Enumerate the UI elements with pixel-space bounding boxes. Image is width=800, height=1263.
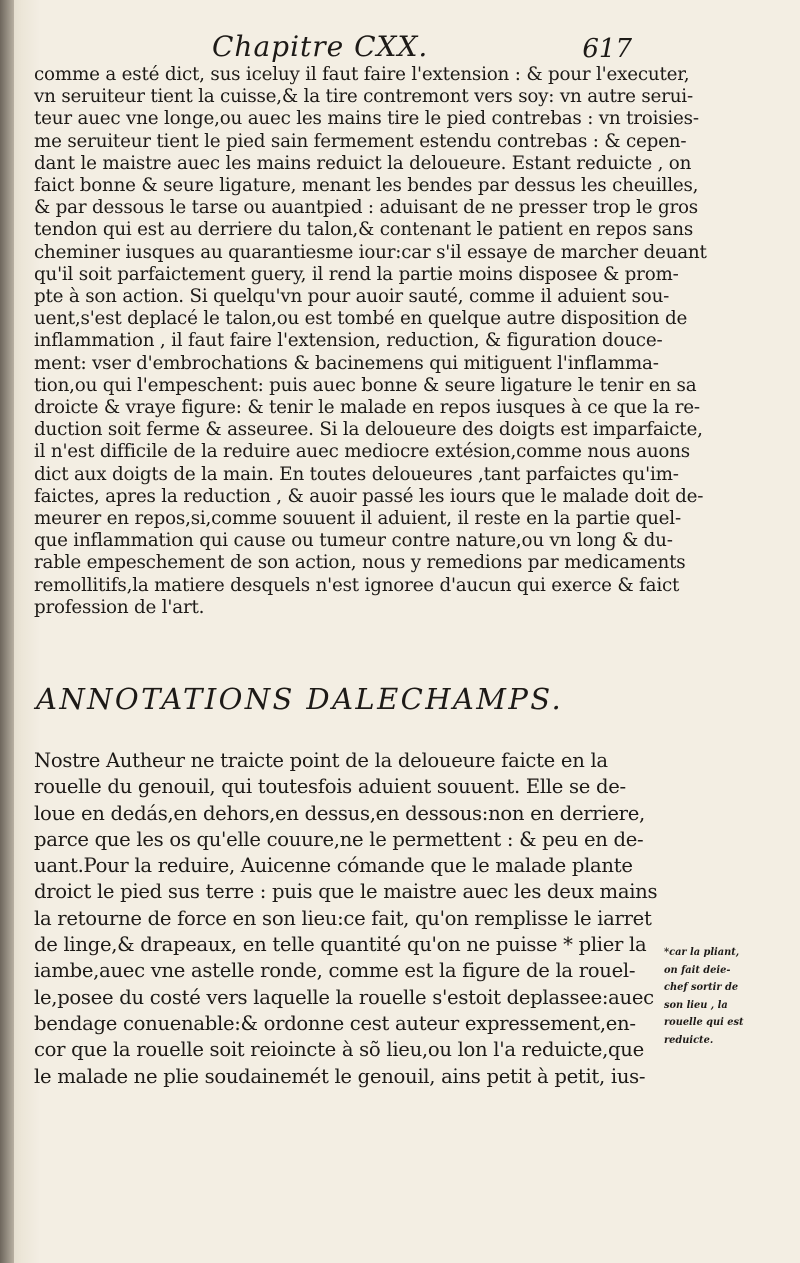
- main-text-block: [34, 64, 707, 619]
- annotation-line: iambe,auec vne astelle ronde, comme est la figure de la rouel-: [34, 959, 636, 983]
- margin-note-line: son lieu , la: [664, 999, 728, 1011]
- text-line: pte à son action. Si quelqu'vn pour auoir sauté, comme il aduient sou-: [34, 286, 670, 308]
- annotation-line: de linge,& drapeaux, en telle quantité qu'on ne puisse * plier la: [34, 933, 647, 957]
- annotation-line: Nostre Autheur ne traicte point de la deloueure faicte en la: [34, 749, 608, 772]
- text-line: duction soit ferme & asseuree. Si la deloueure des doigts est imparfaicte,: [34, 419, 703, 441]
- text-line: cheminer iusques au quarantiesme iour:car s'il essaye de marcher deuant: [34, 241, 707, 263]
- text-line: faictes, apres la reduction , & auoir passé les iours que le malade doit de-: [34, 485, 704, 507]
- margin-note-line: rouelle qui est: [664, 1017, 744, 1028]
- text-line: teur auec vne longe,ou auec les mains tire le pied contrebas : vn troisies-: [34, 108, 699, 130]
- text-line: que inflammation qui cause ou tumeur contre nature,ou vn long & du-: [34, 530, 673, 552]
- annotations-heading: ANNOTATIONS DALECHAMPS.: [36, 682, 564, 716]
- text-line: profession de l'art.: [34, 596, 205, 618]
- margin-note-line: on fait deie-: [664, 964, 731, 976]
- text-line: droicte & vraye figure: & tenir le malade en repos iusques à ce que la re-: [34, 397, 700, 419]
- text-line: & par dessous le tarse ou auantpied : aduisant de ne presser trop le gros: [34, 197, 698, 219]
- text-line: tendon qui est au derriere du talon,& contenant le patient en repos sans: [34, 219, 694, 241]
- annotation-line: rouelle du genouil, qui toutesfois aduient souuent. Elle se de-: [34, 775, 626, 799]
- annotation-line: le malade ne plie soudainemét le genouil, ains petit à petit, ius-: [34, 1064, 646, 1088]
- margin-note-line: reduicte.: [664, 1034, 714, 1046]
- text-line: uent,s'est deplacé le talon,ou est tombé en quelque autre disposition de: [34, 308, 688, 330]
- text-line: comme a esté dict, sus iceluy il faut faire l'extension : & pour l'executer,: [34, 64, 690, 85]
- annotation-line: le,posee du costé vers laquelle la rouelle s'estoit deplassee:auec: [34, 985, 654, 1009]
- annotation-line: loue en dedás,en dehors,en dessus,en dessous:non en derriere,: [34, 801, 645, 825]
- margin-note-line: *car la pliant,: [664, 947, 740, 958]
- text-line: rable empeschement de son action, nous y remedions par medicaments: [34, 552, 686, 574]
- text-line: ment: vser d'embrochations & bacinemens qui mitiguent l'inflamma-: [34, 352, 659, 374]
- page-header: [200, 28, 640, 68]
- margin-note-line: chef sortir de: [664, 982, 739, 993]
- text-line: qu'il soit parfaictement guery, il rend la partie moins disposee & prom-: [34, 263, 679, 285]
- text-line: meurer en repos,si,comme souuent il aduient, il reste en la partie quel-: [34, 508, 681, 530]
- text-line: me seruiteur tient le pied sain fermement estendu contrebas : & cepen-: [34, 130, 687, 152]
- page-number: 617: [582, 34, 632, 64]
- text-line: il n'est difficile de la reduire auec mediocre extésion,comme nous auons: [34, 441, 690, 463]
- margin-note: [664, 944, 794, 1049]
- annotation-line: uant.Pour la reduire, Auicenne cómande que le malade plante: [34, 854, 633, 878]
- text-line: remollitifs,la matiere desquels n'est ignoree d'aucun qui exerce & faict: [34, 574, 680, 596]
- annotation-line: la retourne de force en son lieu:ce fait, qu'on remplisse le iarret: [34, 906, 652, 930]
- page-binding-edge: [0, 0, 14, 1263]
- annotation-line: cor que la rouelle soit reioincte à sõ lieu,ou lon l'a reduicte,que: [34, 1038, 644, 1062]
- text-line: faict bonne & seure ligature, menant les bendes par dessus les cheuilles,: [34, 175, 699, 197]
- annotations-text-block: [34, 748, 658, 1090]
- text-line: tion,ou qui l'empeschent: puis auec bonne & seure ligature le tenir en sa: [34, 374, 697, 396]
- text-line: dant le maistre auec les mains reduict la deloueure. Estant reduicte , on: [34, 152, 692, 174]
- annotation-line: bendage conuenable:& ordonne cest auteur expressement,en-: [34, 1011, 636, 1035]
- annotation-line: parce que les os qu'elle couure,ne le permettent : & peu en de-: [34, 827, 644, 851]
- annotation-line: droict le pied sus terre : puis que le maistre auec les deux mains: [34, 880, 658, 904]
- text-line: inflammation , il faut faire l'extension, reduction, & figuration douce-: [34, 330, 663, 352]
- text-line: dict aux doigts de la main. En toutes deloueures ,tant parfaictes qu'im-: [34, 463, 679, 485]
- chapter-title: Chapitre CXX.: [212, 30, 429, 63]
- text-line: vn seruiteur tient la cuisse,& la tire contremont vers soy: vn autre serui-: [34, 86, 693, 108]
